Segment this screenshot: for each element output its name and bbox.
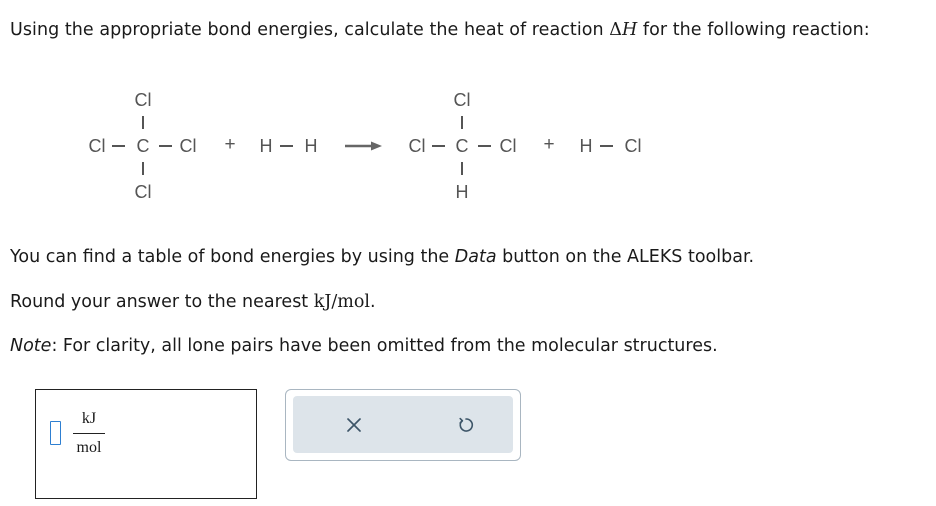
- clear-button[interactable]: [341, 412, 367, 438]
- hint-suffix: button on the ALEKS toolbar.: [496, 247, 755, 267]
- bond-energy-hint: [10, 247, 754, 267]
- reactant1-top-atom: Cl: [134, 90, 152, 110]
- product1-top-atom: Cl: [453, 90, 471, 110]
- product1-right-atom: Cl: [499, 136, 517, 156]
- reactant2-right-atom: H: [304, 136, 318, 156]
- unit-denominator: mol: [76, 439, 102, 456]
- product2-left-atom: H: [579, 136, 593, 156]
- delta-symbol: Δ: [609, 20, 622, 40]
- answer-input[interactable]: [50, 421, 61, 445]
- reactant1-right-bond: [159, 145, 172, 147]
- enthalpy-symbol: H: [621, 20, 638, 40]
- reactant2-bond: [280, 145, 293, 147]
- plus-sign: +: [224, 134, 236, 155]
- unit-fraction: [73, 410, 105, 457]
- reaction-arrow-icon: [345, 140, 383, 152]
- question-suffix: for the following reaction:: [637, 20, 870, 40]
- rounding-prefix: Round your answer to the nearest: [10, 292, 314, 312]
- product1-center-atom: C: [455, 136, 469, 156]
- rounding-suffix: .: [369, 292, 376, 312]
- product2-right-atom: Cl: [624, 136, 642, 156]
- rounding-instruction: [10, 292, 376, 312]
- question-text: [10, 20, 870, 40]
- question-prefix: Using the appropriate bond energies, calculate the heat of reaction: [10, 20, 610, 40]
- product1-bottom-bond: [461, 162, 463, 175]
- product1-bottom-atom: H: [455, 182, 469, 202]
- note-text: : For clarity, all lone pairs have been omitted from the molecular structures.: [51, 336, 718, 356]
- product2-bond: [600, 145, 613, 147]
- reactant1-bottom-atom: Cl: [134, 182, 152, 202]
- plus-sign: +: [543, 134, 555, 155]
- reactant2-left-atom: H: [259, 136, 273, 156]
- reactant1-top-bond: [142, 116, 144, 129]
- data-button-mention: Data: [454, 247, 497, 267]
- product1-top-bond: [461, 116, 463, 129]
- fraction-bar: [73, 433, 105, 434]
- rounding-unit: kJ/mol: [313, 292, 370, 312]
- answer-panel: [35, 389, 257, 499]
- hint-prefix: You can find a table of bond energies by using the: [10, 247, 455, 267]
- reactant1-bottom-bond: [142, 162, 144, 175]
- product1-left-bond: [432, 145, 445, 147]
- reactant1-left-bond: [112, 145, 125, 147]
- unit-numerator: kJ: [81, 410, 97, 427]
- answer-toolbar: [285, 389, 521, 461]
- reactant1-center-atom: C: [136, 136, 150, 156]
- lone-pair-note: [10, 336, 718, 356]
- undo-button[interactable]: [453, 412, 479, 438]
- reactant1-left-atom: Cl: [88, 136, 106, 156]
- note-label: Note: [10, 336, 52, 356]
- toolbar-background: [293, 396, 513, 453]
- reactant1-right-atom: Cl: [179, 136, 197, 156]
- product1-left-atom: Cl: [408, 136, 426, 156]
- undo-icon: [457, 416, 475, 434]
- x-icon: [346, 417, 362, 433]
- product1-right-bond: [478, 145, 491, 147]
